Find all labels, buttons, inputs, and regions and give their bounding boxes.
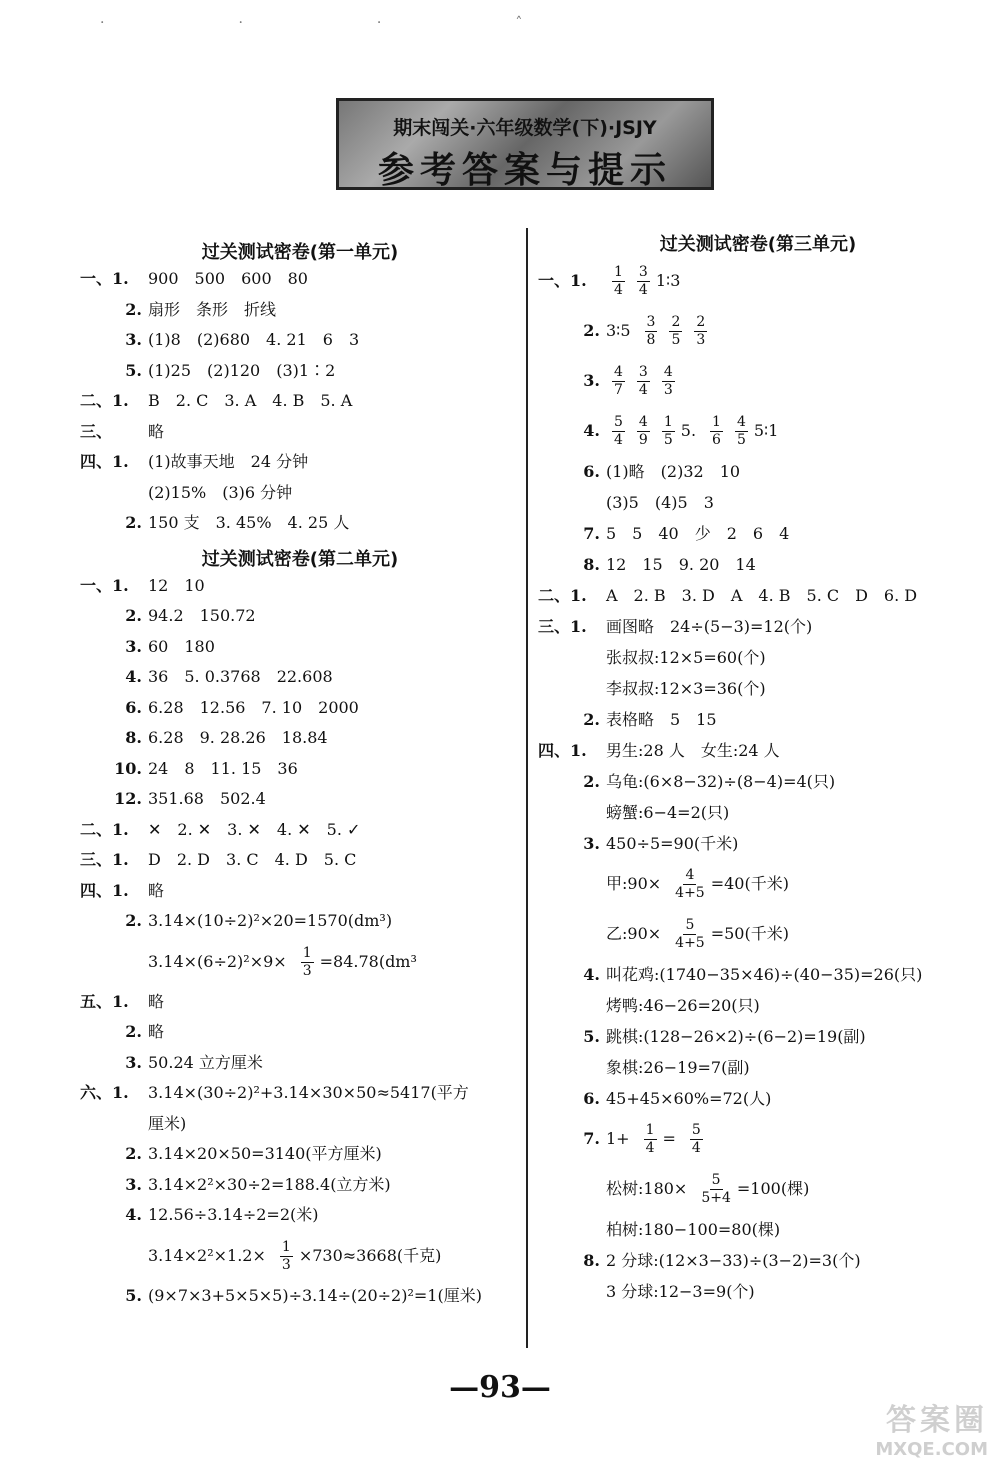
answer-row — [538, 990, 978, 1021]
answer-text: 3.14×(10÷2)²×20=1570(dm³) — [148, 911, 393, 930]
question-number: 4. — [125, 667, 142, 686]
answer-row — [538, 959, 978, 990]
fraction-denominator: 4 — [614, 282, 623, 298]
answer-row — [538, 518, 978, 549]
answer-row — [538, 306, 978, 356]
fraction-denominator: 4 — [691, 1140, 701, 1156]
answer-row — [538, 735, 978, 766]
answer-text: 3.14×(6÷2)²×9× — [148, 951, 287, 971]
answer-text: 厘米) — [148, 1113, 187, 1133]
answer-row — [80, 478, 520, 509]
answer-row — [80, 356, 520, 387]
watermark-logo: 答案圈 — [886, 1403, 988, 1438]
question-number: 2. — [125, 513, 142, 532]
answer-text: 5∶1 — [753, 421, 779, 440]
answer-text: 略 — [148, 421, 165, 441]
fraction — [675, 917, 705, 952]
answer-row — [80, 1200, 520, 1231]
answer-row — [538, 406, 978, 456]
answer-text: 50.24 立方厘米 — [148, 1052, 263, 1072]
fraction — [612, 264, 625, 299]
answer-text: 3∶5 — [606, 321, 631, 340]
question-number: 5. — [125, 360, 142, 380]
question-number: 三、1. — [80, 850, 129, 869]
question-number: 6. — [125, 697, 142, 717]
answer-row — [80, 754, 520, 785]
answer-text: 60 180 — [148, 636, 215, 656]
question-number: 3. — [125, 1174, 142, 1194]
fraction — [710, 414, 723, 449]
answer-row — [80, 1109, 520, 1140]
answer-text: 1+ — [606, 1129, 630, 1148]
answer-row — [538, 1276, 978, 1307]
answer-row — [538, 642, 978, 673]
fraction-denominator: 5 — [663, 432, 673, 448]
answer-row — [538, 673, 978, 704]
question-number: 六、1. — [80, 1083, 129, 1102]
answer-row — [80, 815, 520, 846]
answer-text: 略 — [148, 991, 165, 1011]
question-number: 2. — [125, 299, 142, 319]
banner-subtitle: 期末闯关·六年级数学(下)·JSJY — [393, 117, 657, 139]
answer-row — [538, 487, 978, 518]
fraction — [301, 945, 314, 980]
answer-text: 叫花鸡:(1740−35×46)÷(40−35)=26(只) — [606, 965, 923, 984]
fraction — [690, 1122, 703, 1157]
question-number: 一、1. — [538, 271, 587, 290]
answer-row — [80, 876, 520, 907]
answer-text: 12 10 — [148, 575, 205, 595]
answer-row — [80, 906, 520, 937]
answer-row — [538, 1083, 978, 1114]
answer-row — [538, 580, 978, 611]
answer-text: 450÷5=90(千米) — [606, 834, 739, 853]
answer-text: 乌龟:(6×8−32)÷(8−4)=4(只) — [606, 772, 836, 791]
answer-row — [538, 1214, 978, 1245]
answer-row — [538, 1052, 978, 1083]
answer-row — [538, 1021, 978, 1052]
answer-text: (1)25 (2)120 (3)1∶2 — [148, 360, 336, 380]
question-number: 二、1. — [80, 391, 129, 410]
fraction — [637, 364, 650, 399]
question-number: 二、1. — [80, 819, 129, 839]
answer-row — [80, 784, 520, 815]
answer-text: 张叔叔:12×5=60(个) — [606, 648, 766, 667]
fraction-denominator: 4 — [638, 382, 648, 398]
right-column — [538, 230, 978, 1307]
fraction-denominator: 5 — [671, 332, 681, 348]
answer-text: =40(千米) — [710, 874, 789, 893]
answer-row — [80, 1017, 520, 1048]
answer-text: (9×7×3+5×5×5)÷3.14÷(20÷2)²=1(厘米) — [148, 1285, 482, 1305]
answer-row — [80, 571, 520, 602]
answer-text: 150 支 3. 45% 4. 25 人 — [148, 513, 350, 532]
answer-text: 6.28 12.56 7. 10 2000 — [148, 697, 359, 717]
fraction — [735, 414, 748, 449]
page-number: —93— — [449, 1370, 551, 1405]
answer-row — [538, 797, 978, 828]
answer-text: = — [662, 1129, 676, 1148]
question-number: 2. — [583, 710, 600, 729]
answer-text: B 2. C 3. A 4. B 5. A — [148, 391, 353, 410]
answer-text: 24 8 11. 15 36 — [148, 758, 298, 778]
fraction-denominator: 3 — [281, 1256, 291, 1273]
answer-row — [80, 1139, 520, 1170]
answer-text: 12 15 9. 20 14 — [606, 555, 756, 574]
answer-text: 表格略 5 15 — [606, 710, 717, 729]
question-number: 3. — [125, 1052, 142, 1072]
answer-row — [80, 987, 520, 1018]
fraction-numerator: 4 — [685, 867, 695, 883]
fraction — [280, 1239, 293, 1274]
unit1-answers — [80, 264, 520, 539]
banner-title: 参考答案与提示 — [377, 150, 672, 191]
answer-text: 画图略 24÷(5−3)=12(个) — [606, 617, 813, 636]
answer-text: 略 — [148, 1022, 165, 1041]
fraction-numerator: 5 — [685, 917, 695, 933]
answer-row — [80, 264, 520, 295]
answer-row — [538, 356, 978, 406]
fraction — [637, 264, 650, 299]
fraction — [612, 364, 625, 399]
answer-text: 5. — [680, 421, 697, 440]
question-number: 四、1. — [80, 880, 129, 900]
answer-text: 略 — [148, 880, 165, 900]
answer-row — [80, 1048, 520, 1079]
answer-text: 李叔叔:12×3=36(个) — [606, 679, 766, 698]
answer-row — [538, 828, 978, 859]
fraction-denominator: 9 — [638, 432, 648, 448]
answer-row — [538, 766, 978, 797]
fraction — [645, 314, 658, 349]
answer-row — [80, 325, 520, 356]
answer-text: =50(千米) — [710, 924, 789, 943]
answer-text: =84.78(dm³ — [319, 951, 417, 971]
question-number: 2. — [583, 321, 600, 340]
fraction-numerator: 1 — [663, 414, 673, 430]
question-number: 4. — [125, 1205, 142, 1224]
fraction-denominator: 3 — [696, 332, 706, 348]
fraction — [694, 314, 707, 349]
question-number: 5. — [125, 1285, 142, 1305]
fraction-numerator: 4 — [663, 364, 673, 380]
fraction-numerator: 2 — [671, 314, 681, 330]
fraction-numerator: 4 — [638, 414, 648, 430]
fraction-denominator: 4+5 — [675, 935, 705, 951]
question-number: 一、1. — [80, 269, 129, 288]
question-number: 8. — [125, 728, 142, 747]
answer-row — [80, 845, 520, 876]
answer-row — [80, 1231, 520, 1281]
answer-row — [80, 1170, 520, 1201]
answer-text: 螃蟹:6−4=2(只) — [606, 803, 730, 822]
answer-row — [538, 1164, 978, 1214]
fraction — [669, 314, 682, 349]
answer-text: 3.14×(30÷2)²+3.14×30×50≈5417(平方 — [148, 1083, 469, 1102]
answer-row — [80, 386, 520, 417]
answer-text: =100(棵) — [736, 1179, 810, 1198]
answer-text: 男生:28 人 女生:24 人 — [606, 741, 780, 760]
question-number: 7. — [583, 524, 600, 543]
fraction-denominator: 4 — [638, 282, 648, 298]
fraction-denominator: 4+5 — [675, 885, 705, 901]
left-column — [80, 238, 520, 1311]
fraction-numerator: 3 — [638, 364, 648, 380]
answer-text: (3)5 (4)5 3 — [606, 493, 714, 512]
answer-row — [80, 447, 520, 478]
answer-text: 351.68 502.4 — [148, 789, 266, 808]
fraction — [662, 414, 675, 449]
answer-text: 烤鸭:46−26=20(只) — [606, 996, 760, 1015]
column-divider — [526, 228, 528, 1348]
answer-row — [80, 723, 520, 754]
answer-row — [80, 662, 520, 693]
answer-row — [80, 295, 520, 326]
fraction — [612, 414, 625, 449]
question-number: 6. — [583, 1089, 600, 1108]
question-number: 12. — [114, 789, 142, 808]
question-number: 2. — [583, 772, 600, 791]
answer-text: 3.14×2²×30÷2=188.4(立方米) — [148, 1174, 391, 1194]
answer-row — [538, 456, 978, 487]
question-number: 6. — [583, 462, 600, 481]
title-banner — [336, 98, 714, 190]
answer-text: 5 5 40 少 2 6 4 — [606, 524, 790, 543]
fraction-denominator: 6 — [712, 432, 721, 448]
answer-text: 12.56÷3.14÷2=2(米) — [148, 1205, 319, 1224]
fraction-numerator: 5 — [614, 414, 623, 430]
watermark — [798, 1395, 988, 1460]
answer-text: 扇形 条形 折线 — [148, 299, 277, 319]
question-number: 3. — [583, 834, 600, 853]
question-number: 5. — [583, 1027, 600, 1046]
fraction-denominator: 7 — [614, 382, 623, 398]
unit3-answers — [538, 256, 978, 1307]
section-title-unit2: 过关测试密卷(第二单元) — [201, 548, 399, 570]
question-number: 四、1. — [538, 741, 587, 760]
answer-text: (1)8 (2)680 4. 21 6 3 — [148, 330, 360, 349]
question-number: 2. — [125, 606, 142, 625]
question-number: 2. — [125, 1022, 142, 1041]
fraction-denominator: 8 — [646, 332, 656, 348]
unit2-answers — [80, 571, 520, 1312]
answer-text: ×730≈3668(千克) — [298, 1245, 442, 1265]
fraction — [675, 867, 705, 902]
fraction-numerator: 1 — [614, 264, 623, 280]
fraction-numerator: 1 — [281, 1238, 291, 1255]
answer-row — [80, 937, 520, 987]
answer-text: (1)略 (2)32 10 — [606, 462, 741, 481]
question-number: 五、1. — [80, 991, 129, 1011]
fraction-denominator: 4 — [645, 1140, 655, 1156]
fraction-numerator: 1 — [645, 1122, 655, 1138]
answer-text: 6.28 9. 28.26 18.84 — [148, 728, 328, 747]
fraction-numerator: 3 — [638, 264, 648, 280]
fraction — [701, 1172, 731, 1207]
answer-text: 3.14×2²×1.2× — [148, 1245, 266, 1265]
fraction-denominator: 5+4 — [701, 1190, 731, 1206]
fraction-numerator: 3 — [646, 314, 656, 330]
answer-text: 跳棋:(128−26×2)÷(6−2)=19(副) — [606, 1027, 866, 1046]
fraction-denominator: 4 — [614, 432, 623, 448]
answer-text: 2 分球:(12×3−33)÷(3−2)=3(个) — [606, 1251, 861, 1270]
question-number: 四、1. — [80, 452, 129, 471]
section-title-unit3: 过关测试密卷(第三单元) — [659, 234, 857, 255]
answer-row — [538, 859, 978, 909]
fraction — [644, 1122, 657, 1157]
answer-row — [538, 256, 978, 306]
question-number: 10. — [114, 758, 142, 778]
question-number: 二、1. — [538, 586, 587, 605]
fraction-numerator: 5 — [691, 1122, 701, 1138]
question-number: 三、1. — [538, 617, 587, 636]
fraction-numerator: 2 — [696, 314, 706, 330]
question-number: 3. — [583, 371, 600, 390]
fraction-denominator: 5 — [736, 432, 746, 448]
answer-text: D 2. D 3. C 4. D 5. C — [148, 850, 357, 869]
answer-text: 36 5. 0.3768 22.608 — [148, 667, 333, 686]
answer-row — [80, 1281, 520, 1312]
question-number: 2. — [125, 911, 142, 930]
watermark-url: MXQE.COM — [875, 1439, 988, 1460]
answer-row — [80, 632, 520, 663]
answer-text: 94.2 150.72 — [148, 606, 256, 625]
answer-text: 乙:90× — [606, 924, 662, 943]
fraction — [637, 414, 650, 449]
answer-text: ✕ 2. ✕ 3. ✕ 4. ✕ 5. ✓ — [148, 819, 361, 839]
answer-row — [80, 693, 520, 724]
answer-row — [538, 1114, 978, 1164]
question-number: 4. — [583, 965, 600, 984]
fraction-numerator: 1 — [712, 414, 721, 430]
question-number: 3. — [125, 330, 142, 349]
fraction-denominator: 3 — [663, 382, 673, 398]
answer-row — [80, 508, 520, 539]
fraction-denominator: 3 — [302, 962, 312, 979]
answer-text: A 2. B 3. D A 4. B 5. C D 6. D — [606, 586, 918, 605]
question-number: 8. — [583, 1251, 600, 1270]
fraction-numerator: 1 — [302, 944, 312, 961]
answer-row — [538, 909, 978, 959]
answer-row — [538, 1245, 978, 1276]
answer-text: 3 分球:12−3=9(个) — [606, 1282, 755, 1301]
answer-text: 45+45×60%=72(人) — [606, 1089, 772, 1108]
question-number: 7. — [583, 1129, 600, 1148]
fraction — [662, 364, 675, 399]
section-title-unit1: 过关测试密卷(第一单元) — [201, 242, 399, 263]
fraction-numerator: 5 — [711, 1172, 721, 1188]
answer-row — [80, 417, 520, 448]
answer-text: 柏树:180−100=80(棵) — [606, 1220, 781, 1239]
answer-row — [538, 704, 978, 735]
answer-text: 1∶3 — [655, 271, 681, 290]
question-number: 4. — [583, 421, 600, 440]
answer-text: 松树:180× — [606, 1179, 688, 1198]
answer-text: 甲:90× — [606, 874, 662, 893]
answer-row — [538, 611, 978, 642]
question-number: 一、1. — [80, 575, 129, 595]
question-number: 3. — [125, 636, 142, 656]
answer-row — [538, 549, 978, 580]
fraction-numerator: 4 — [614, 364, 623, 380]
answer-row — [80, 1078, 520, 1109]
question-number: 8. — [583, 555, 600, 574]
top-scan-marks: · · · ˄ — [100, 15, 583, 31]
answer-text: (1)故事天地 24 分钟 — [148, 452, 309, 471]
question-number: 2. — [125, 1144, 142, 1163]
answer-text: 900 500 600 80 — [148, 269, 308, 288]
answer-row — [80, 601, 520, 632]
answer-text: 象棋:26−19=7(副) — [606, 1058, 750, 1077]
question-number: 三、 — [80, 421, 113, 441]
fraction-numerator: 4 — [736, 414, 746, 430]
answer-text: (2)15% (3)6 分钟 — [148, 482, 293, 502]
answer-text: 3.14×20×50=3140(平方厘米) — [148, 1144, 382, 1163]
